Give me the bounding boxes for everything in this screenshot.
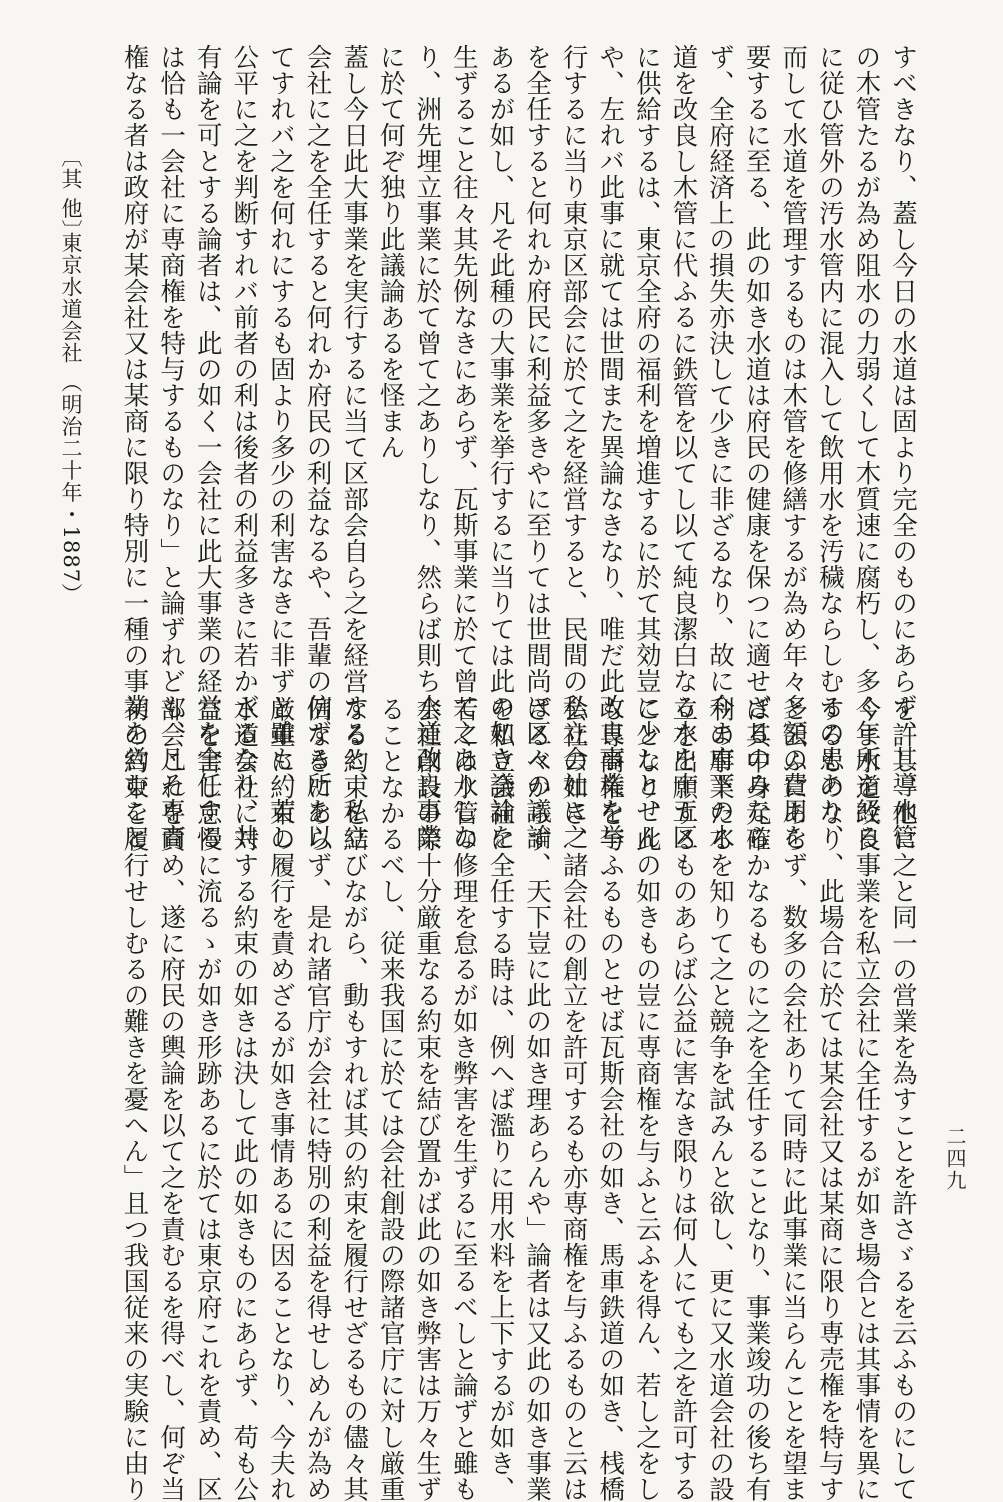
text-column: 水道会社に対する約束の如きは決して此の如きものにあらず、苟も公 [229,696,260,1502]
text-column: に供給するは、東京全府の福利を増進するに於て其効豈に少しとせん [631,44,662,850]
text-column: すべきなり、蓋し今日の水道は固より完全のものにあらず、其導水管 [888,44,918,850]
text-column: を許し、他に之と同一の営業を為すことを許さゞるを云ふものにして [888,696,918,1502]
text-column: 益を害し怠慢に流るゝが如き形跡あるに於ては東京府これを責め、区 [192,696,223,1502]
text-column: ことなり、此の如きもの豈に専商権を与ふと云ふを得ん、若し之をし [631,696,662,1502]
running-head-section: 〔其 他〕 [59,146,83,242]
text-column: てすれバ之を何れにするも固より多少の利害なきに非ずと雖も、若し [265,44,296,850]
running-head-title: 東京水道会社 （明治二十年・1887） [59,232,83,606]
text-column: 有論を可とする論者は、此の如く一会社に此大事業の経営を全任する [192,44,223,850]
text-column: も専商権を与ふるものとせば瓦斯会社の如き、馬車鉄道の如き、桟橋 [595,696,626,1502]
text-column: 権なる者は政府が某会社又は某商に限り特別に一種の事業を営むこと [119,44,150,850]
text-column: や、左れバ此事に就ては世間また異論なきなり、唯だ此改良事業を挙 [595,44,626,850]
text-column: 厳重に約束の履行を責めざるが如き事情あるに因ることなり、今夫れ [265,696,296,1502]
text-column: なる約束を結びながら、動もすれば其の約束を履行せざるもの儘々其 [339,696,370,1502]
text-column: を私立会社に全任する時は、例へば濫りに用水料を上下するが如き、 [485,696,516,1502]
text-column: 部会これを責め、遂に府民の輿論を以て之を責むるを得べし、何ぞ当 [156,696,187,1502]
text-column: 初の約束を履行せしむるの難きを憂へん」且つ我国従来の実験に由り [119,696,150,1502]
text-column: に於て何ぞ独り此議論あるを怪まん [375,44,406,460]
text-column: 会社に之を全任すると何れか府民の利益なるや、吾輩の信ずる所を以 [302,44,333,850]
text-column: と云ふにあらず、数多の会社ありて同時に此事業に当らんことを望ま [778,696,809,1502]
text-column: の木管たるが為め阻水の力弱くして木質速に腐朽し、多く年所を経る [851,44,882,850]
page-number: 二四九 [943,1126,967,1192]
text-column: 若くは水管の修理を怠るが如き弊害を生ずるに至るべしと論ずと雖も [448,696,479,1502]
text-column: 行するに当り東京区部会に於て之を経営すると、民間の私立会社に之 [558,44,589,850]
text-column: 要するに至る、此の如き水道は府民の健康を保つに適せざるのみなら [741,44,772,850]
text-column: 立を出願するものあらば公益に害なき限りは何人にても之を許可する [668,696,699,1502]
text-column: 生ずること往々其先例なきにあらず、瓦斯事業に於て曾て之ありしな [448,44,479,850]
text-column: に従ひ管外の汚水管内に混入して飲用水を汚穢ならしむるの患あり、 [814,44,845,850]
text-column: ることなかるべし、従来我国に於ては会社創設の際諸官庁に対し厳重 [375,696,406,1502]
text-column: ば其中身元確かなるものに之を全任することなり、事業竣功の後ち有 [741,696,772,1502]
text-column: り、洲先埋立事業に於て曾て之ありしなり、然らば則ち水道改良事業 [412,44,443,850]
upper-text-block [116,44,921,850]
text-column: 例なきにあらず、是れ諸官庁が会社に特別の利益を得せしめんが為め [302,696,333,1502]
text-column: は恰も一会社に専商権を特与するものなり」と論ずれども、凡そ専商 [156,44,187,850]
text-column: を全任すると何れか府民に利益多きやに至りては世間尚ほ区々の議論 [522,44,553,850]
text-column: 利の事業たるを知りて之と競争を試みんと欲し、更に又水道会社の設 [705,696,736,1502]
text-column: ざるべからず、天下豈に此の如き理あらんや」論者は又此の如き事業 [522,696,553,1502]
text-column: 会社創設の際十分厳重なる約束を結び置かば此の如き弊害は万々生ず [412,696,443,1502]
text-column: 会社の如き、諸会社の創立を許可するも亦専商権を与ふるものと云は [558,696,589,1502]
text-column: 今ま水道改良事業を私立会社に全任するが如き場合とは其事情を異に [851,696,882,1502]
text-column: 公平に之を判断すれバ前者の利は後者の利益多きに若かざるなり、共 [229,44,260,850]
text-column: するものなり、此場合に於ては某会社又は某商に限り専売権を特与す [814,696,845,1502]
text-column: 道を改良し木管に代ふるに鉄管を以てし以て純良潔白なる水を十五区 [668,44,699,850]
text-column: ず、全府経済上の損失亦決して少きに非ざるなり、故に今ま府下の水 [705,44,736,850]
text-column: 而して水道を管理するものは木管を修繕するが為め年々多額の費用を [778,44,809,850]
text-column: あるが如し、凡そ此種の大事業を挙行するに当りては此の如き議論を [485,44,516,850]
text-column: 蓋し今日此大事業を実行するに当て区部会自ら之を経営すると、私立 [339,44,370,850]
lower-text-block [116,696,921,1502]
